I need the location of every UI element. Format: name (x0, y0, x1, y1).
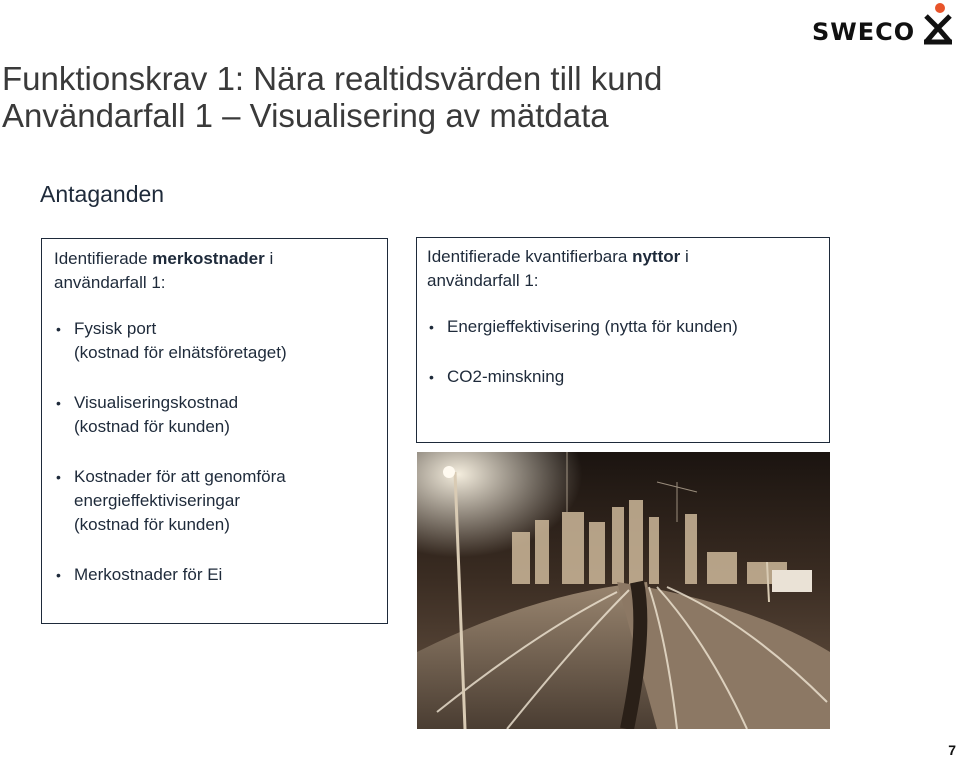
list-item: • Merkostnader för Ei (54, 563, 375, 587)
costs-list (54, 317, 375, 587)
logo-wordmark: SWECO (812, 18, 916, 46)
page-number: 7 (948, 742, 956, 758)
title-line-1: Funktionskrav 1: Nära realtidsvärden till kund (2, 60, 663, 97)
night-highway-illustration (417, 452, 830, 729)
benefits-list (427, 315, 819, 389)
benefits-keyword: nyttor (632, 247, 681, 266)
sweco-figure-icon (918, 2, 958, 46)
city-highway-photo (417, 452, 830, 729)
list-item: • Fysisk port (kostnad för elnätsföretaget) (54, 317, 375, 365)
benefits-intro: Identifierade kvantifierbara nyttor i användarfall 1: (427, 247, 689, 290)
costs-intro: Identifierade merkostnader i användarfall 1: (54, 249, 274, 292)
title-line-2: Användarfall 1 – Visualisering av mätdata (2, 97, 609, 134)
slide-title (2, 60, 662, 134)
section-heading: Antaganden (40, 181, 165, 207)
list-item: • Energieffektivisering (nytta för kunden) (427, 315, 819, 339)
costs-box (41, 238, 388, 624)
sweco-logo (812, 2, 958, 48)
list-item: • Visualiseringskostnad (kostnad för kunden) (54, 391, 375, 439)
list-item: • Kostnader för att genomföra energieffektiviseringar (kostnad för kunden) (54, 465, 375, 537)
costs-keyword: merkostnader (152, 249, 265, 268)
benefits-box (416, 237, 830, 443)
list-item: • CO2-minskning (427, 365, 819, 389)
